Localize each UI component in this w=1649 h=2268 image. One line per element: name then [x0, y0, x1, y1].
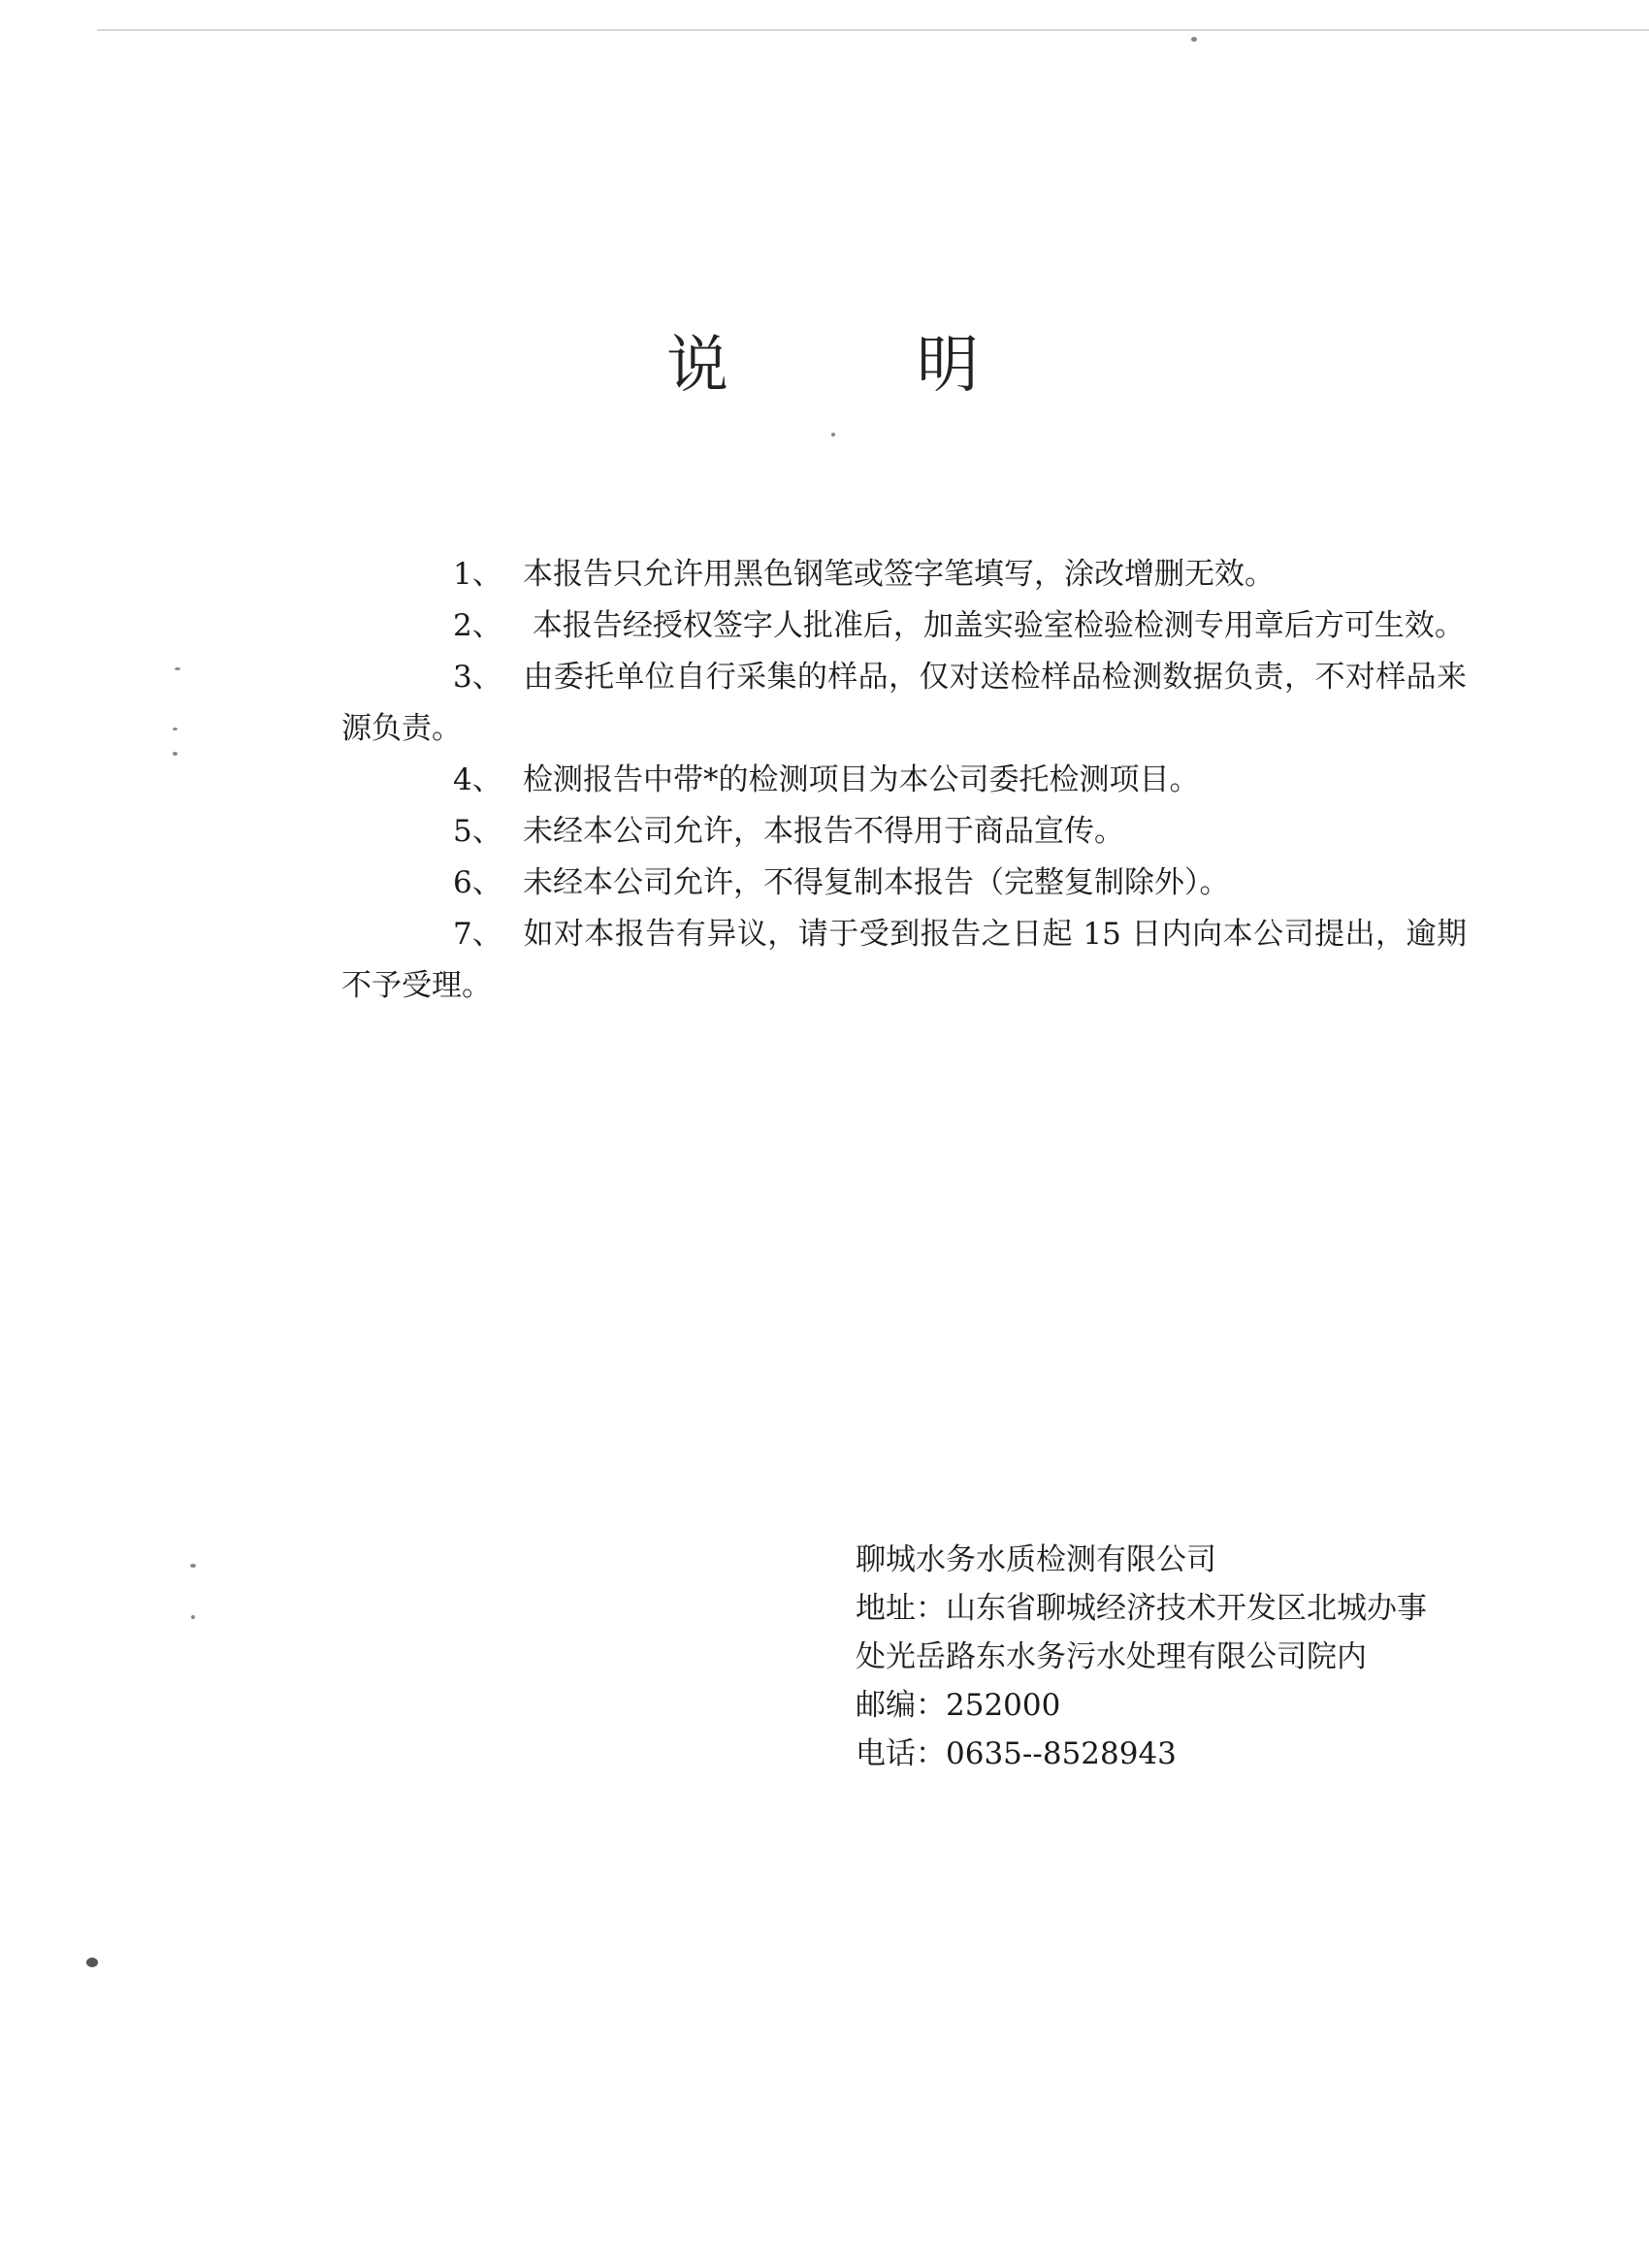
note-item-5 [341, 806, 1467, 858]
scan-speck [86, 1958, 98, 1967]
note-number: 5、 [453, 814, 502, 849]
company-address-line-1: 地址：山东省聊城经济技术开发区北城办事 [856, 1591, 1427, 1626]
scan-speck [190, 1564, 196, 1568]
scan-speck [175, 667, 180, 670]
title-char-1: 说 [666, 330, 732, 402]
note-text: 由委托单位自行采集的样品，仅对送检样品检测数据负责，不对样品来源负责。 [341, 660, 1467, 746]
note-item-7 [341, 909, 1467, 1012]
scan-speck [173, 728, 178, 730]
note-text: 本报告只允许用黑色钢笔或签字笔填写，涂改增删无效。 [523, 557, 1275, 592]
company-name: 聊城水务水质检测有限公司 [856, 1542, 1216, 1577]
note-number: 7、 [453, 917, 502, 952]
note-item-6 [341, 858, 1467, 909]
scan-speck [1191, 37, 1197, 42]
note-text: 未经本公司允许，不得复制本报告（完整复制除外）。 [523, 865, 1230, 900]
company-phone: 电话：0635--8528943 [856, 1736, 1177, 1771]
company-address-line-2: 处光岳路东水务污水处理有限公司院内 [856, 1639, 1367, 1674]
note-number: 2、 [453, 608, 502, 643]
scan-speck [831, 433, 835, 437]
scan-speck [173, 752, 178, 756]
note-text: 未经本公司允许，本报告不得用于商品宣传。 [523, 814, 1124, 849]
note-text: 如对本报告有异议，请于受到报告之日起 15 日内向本公司提出，逾期不予受理。 [341, 917, 1467, 1003]
note-item-4 [341, 755, 1467, 806]
note-item-1 [341, 549, 1467, 600]
note-item-2 [341, 600, 1467, 652]
company-info [856, 1536, 1535, 1778]
notes-list [341, 549, 1467, 1012]
note-item-3 [341, 652, 1467, 755]
page-title [0, 315, 1649, 405]
note-number: 3、 [453, 660, 502, 695]
note-text: 检测报告中带*的检测项目为本公司委托检测项目。 [523, 762, 1200, 797]
scan-top-edge [97, 29, 1649, 31]
note-text: 本报告经授权签字人批准后，加盖实验室检验检测专用章后方可生效。 [523, 608, 1465, 643]
note-number: 4、 [453, 762, 502, 797]
scan-speck [191, 1615, 195, 1619]
company-postcode: 邮编：252000 [856, 1688, 1061, 1723]
title-char-2: 明 [917, 330, 983, 402]
note-number: 1、 [453, 557, 502, 592]
note-number: 6、 [453, 865, 502, 900]
